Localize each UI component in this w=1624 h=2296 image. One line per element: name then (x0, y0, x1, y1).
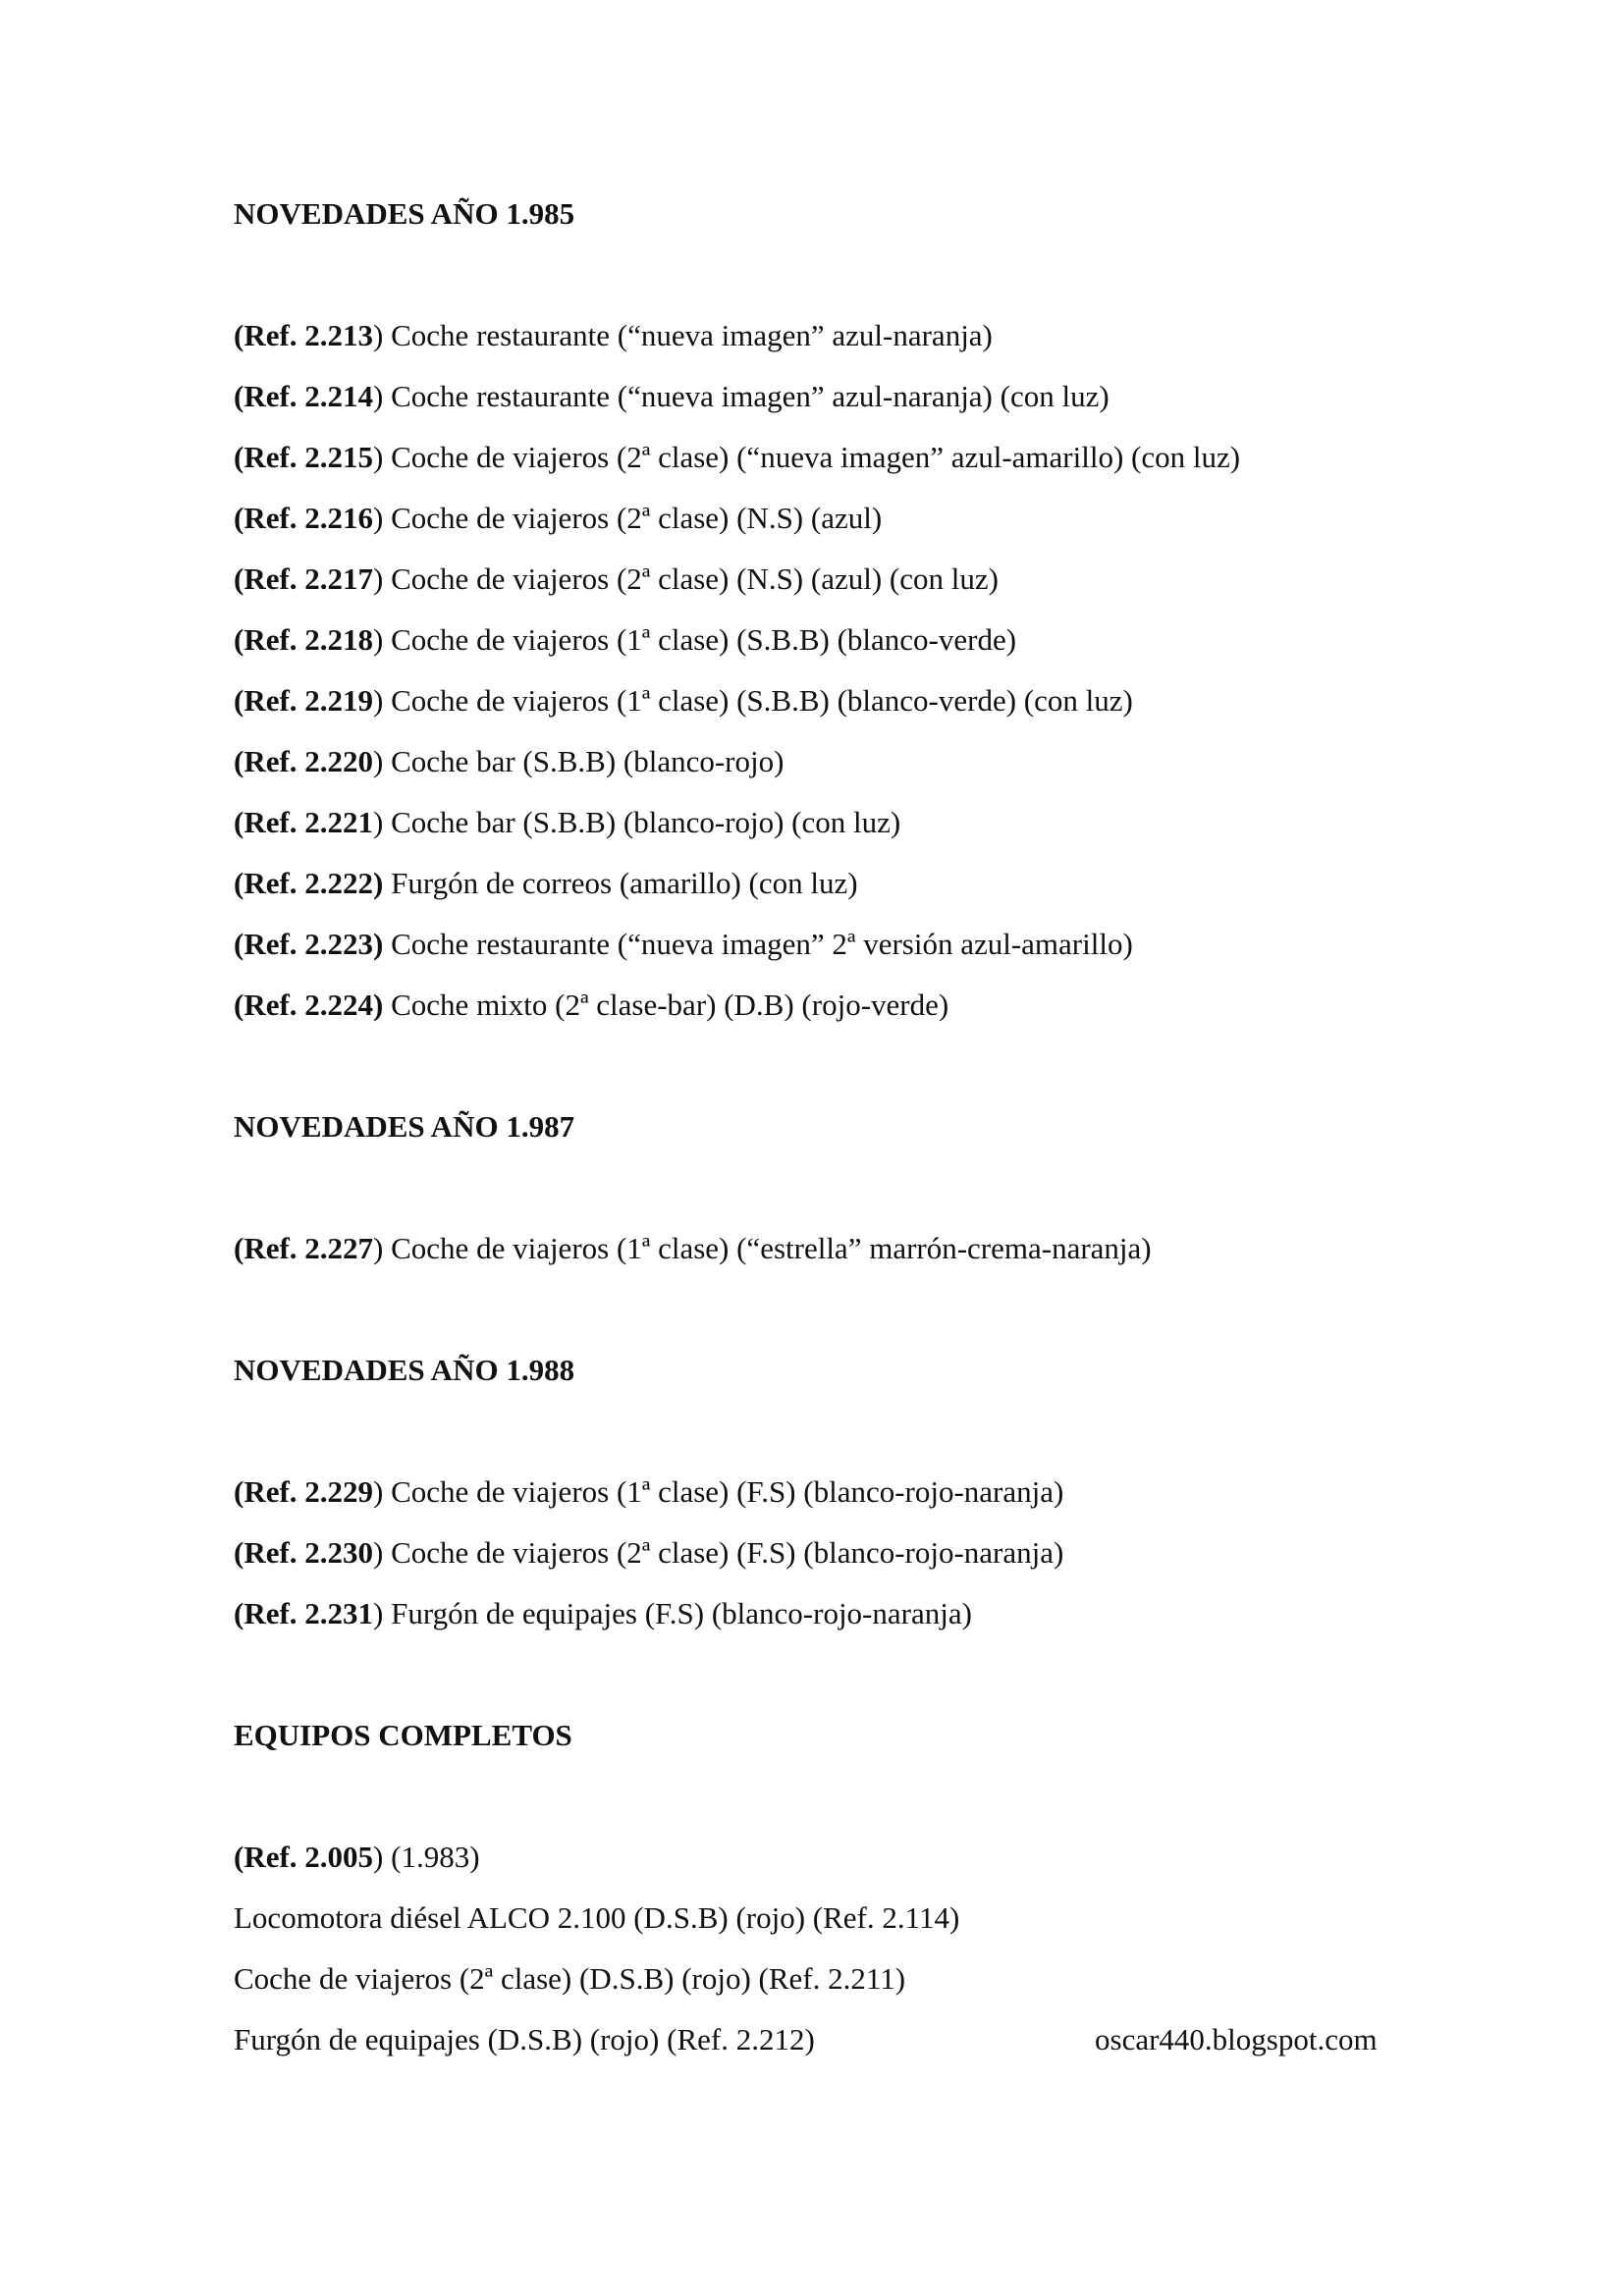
list-item (234, 560, 999, 599)
list-item (234, 2020, 815, 2059)
list-item (234, 1594, 972, 1633)
item-text: ) Coche de viajeros (1ª clase) (“estrella” marrón-crema-naranja) (373, 1231, 1152, 1265)
item-text: Furgón de correos (amarillo) (con luz) (383, 866, 858, 900)
item-text: Coche de viajeros (2ª clase) (D.S.B) (rojo) (Ref. 2.211) (234, 1961, 906, 1996)
ref-number: (Ref. 2.213 (234, 318, 374, 352)
item-text: ) Furgón de equipajes (F.S) (blanco-rojo-naranja) (373, 1596, 972, 1630)
item-text: ) (1.983) (373, 1840, 480, 1874)
ref-number: (Ref. 2.221 (234, 805, 374, 839)
ref-number: (Ref. 2.219 (234, 683, 374, 718)
ref-number: (Ref. 2.217 (234, 561, 374, 596)
list-item (234, 681, 1133, 721)
item-text: ) Coche bar (S.B.B) (blanco-rojo) (con luz) (373, 805, 901, 839)
ref-number: (Ref. 2.218 (234, 622, 374, 657)
item-text: Coche mixto (2ª clase-bar) (D.B) (rojo-verde) (383, 988, 949, 1022)
item-text: ) Coche de viajeros (2ª clase) (N.S) (azul) (con luz) (373, 561, 999, 596)
ref-number: (Ref. 2.005 (234, 1840, 374, 1874)
ref-number: (Ref. 2.216 (234, 501, 374, 535)
list-item (234, 742, 784, 781)
ref-number: (Ref. 2.224) (234, 988, 384, 1022)
list-item (234, 803, 900, 842)
list-item (234, 864, 858, 903)
list-item (234, 377, 1110, 416)
section-heading: NOVEDADES AÑO 1.985 (234, 196, 575, 231)
list-item (234, 1533, 1063, 1573)
item-text: ) Coche de viajeros (2ª clase) (“nueva imagen” azul-amarillo) (con luz) (373, 440, 1241, 474)
ref-number: (Ref. 2.223) (234, 927, 384, 961)
item-text: ) Coche restaurante (“nueva imagen” azul-naranja) (con luz) (373, 379, 1110, 413)
list-item (234, 925, 1133, 964)
ref-number: (Ref. 2.230 (234, 1535, 374, 1570)
item-text: ) Coche de viajeros (1ª clase) (F.S) (blanco-rojo-naranja) (373, 1474, 1064, 1509)
ref-number: (Ref. 2.214 (234, 379, 374, 413)
ref-number: (Ref. 2.215 (234, 440, 374, 474)
document-page (234, 0, 1461, 2296)
list-item (234, 1959, 905, 1999)
list-item (234, 986, 948, 1025)
blog-url: oscar440.blogspot.com (1095, 2022, 1378, 2056)
list-item (234, 1472, 1063, 1512)
item-text: Coche restaurante (“nueva imagen” 2ª versión azul-amarillo) (383, 927, 1133, 961)
list-item (234, 1838, 480, 1877)
list-item (234, 316, 993, 355)
item-text: ) Coche de viajeros (2ª clase) (N.S) (azul) (373, 501, 883, 535)
section-heading: NOVEDADES AÑO 1.987 (234, 1109, 575, 1144)
ref-number: (Ref. 2.229 (234, 1474, 374, 1509)
list-item (234, 438, 1240, 477)
ref-number: (Ref. 2.231 (234, 1596, 374, 1630)
item-text: ) Coche de viajeros (2ª clase) (F.S) (blanco-rojo-naranja) (373, 1535, 1064, 1570)
ref-number: (Ref. 2.220 (234, 744, 374, 778)
section-heading: EQUIPOS COMPLETOS (234, 1718, 572, 1752)
item-text: Locomotora diésel ALCO 2.100 (D.S.B) (rojo) (Ref. 2.114) (234, 1900, 960, 1935)
list-item (234, 620, 1016, 660)
item-text: ) Coche bar (S.B.B) (blanco-rojo) (373, 744, 785, 778)
item-text: ) Coche de viajeros (1ª clase) (S.B.B) (blanco-verde) (con luz) (373, 683, 1133, 718)
list-item (234, 1229, 1152, 1268)
item-text: Furgón de equipajes (D.S.B) (rojo) (Ref. 2.212) (234, 2022, 815, 2056)
list-item (234, 1898, 959, 1938)
list-item (234, 499, 882, 538)
section-heading: NOVEDADES AÑO 1.988 (234, 1353, 575, 1387)
item-text: ) Coche de viajeros (1ª clase) (S.B.B) (blanco-verde) (373, 622, 1017, 657)
item-text: ) Coche restaurante (“nueva imagen” azul-naranja) (373, 318, 993, 352)
ref-number: (Ref. 2.227 (234, 1231, 374, 1265)
ref-number: (Ref. 2.222) (234, 866, 384, 900)
